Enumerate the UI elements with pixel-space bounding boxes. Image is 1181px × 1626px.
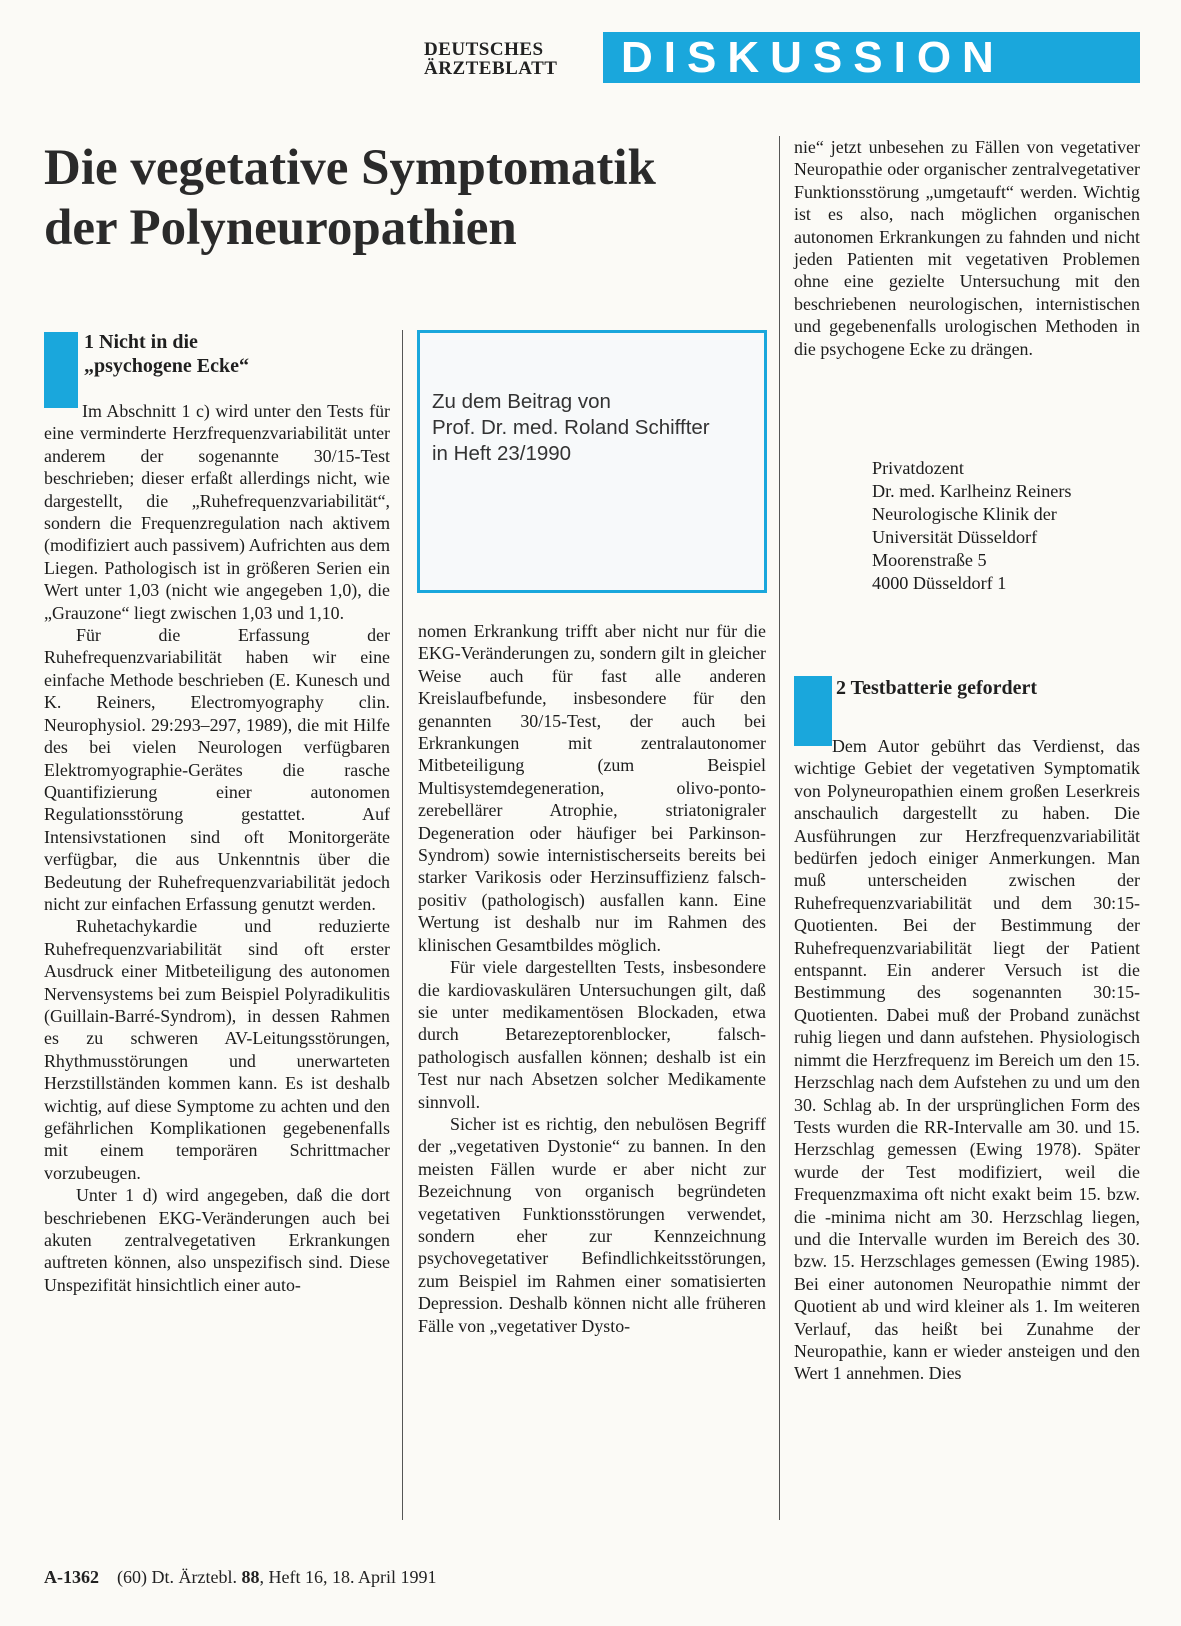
page-number: A-1362 [44,1567,99,1587]
paragraph: Unter 1 d) wird angegeben, daß die dort beschriebenen EKG-Veränderungen auch bei akuten zentralvegetativen Erkrankungen auftreten können, also unspezifisch sind. Diese Unspezifität hinsichtlich einer auto- [44,1185,390,1295]
paragraph: Dem Autor gebührt das Verdienst, das wichtige Gebiet der vegetativen Symptomatik von Polyneuropathien einem großen Leserkreis anschaulich dargestellt zu haben. Die Ausführungen zur Herzfrequenzvariabilität bedürfen jedoch einiger Anmerkungen. Man muß unterscheiden zwischen der Ruhefrequenzvariabilität und dem 30:15-Quotienten. Bei der Bestimmung der Ruhefrequenzvariabilität liegt der Patient entspannt. Ein anderer Versuch ist die Bestimmung des sogenannten 30:15-Quotienten. Dabei muß der Proband zunächst ruhig liegen und dann aufstehen. Physiologisch nimmt die Herzfrequenz im Bereich um den 15. Herzschlag nach dem Aufstehen zu und um den 30. Schlag ab. In der ursprünglichen Form des Tests wurden die RR-Intervalle am 30. und 15. Herzschlag gemessen (Ewing 1978). Später wurde der Test modifiziert, weil die Frequenzmaxima oft nicht exakt beim 15. bzw. die -minima nicht am 30. Herzschlag liegen, und die Intervalle wurden im Bereich des 30. bzw. 15. Herzschlages gemessen (Ewing 1985). Bei einer autonomen Neuropathie nimmt der Quotient ab und wird kleiner als 1. Im weiteren Verlauf, das heißt bei Zunahme der Neuropathie, kann er wieder ansteigen und den Wert 1 annehmen. Dies [794,736,1140,1384]
callout-line-3: in Heft 23/1990 [432,442,572,465]
callout-line-1: Zu dem Beitrag von [432,390,611,413]
paragraph: Für die Erfassung der Ruhefrequenzvariabilität haben wir eine einfache Methode beschrieben (E. Kunesch und K. Reiners, Electromyography clin. Neurophysiol. 29:293–297, 1989), die mit Hilfe des bei vielen Neurologen verfügbaren Elektromyographie-Gerätes die rasche Quantifizierung einer autonomen Regulationsstörung gestattet. Auf Intensivstationen sind oft Monitorgeräte verfügbar, die aus Unkenntnis über die Bedeutung der Ruhefrequenzvariabilität jedoch nicht zur einfachen Erfassung genutzt werden. [44,625,390,914]
paragraph: nomen Erkrankung trifft aber nicht nur für die EKG-Veränderungen zu, sondern gilt in gleicher Weise auch für fast alle anderen Kreislaufbefunde, insbesondere für den genannten 30/15-Test, der auch bei Erkrankungen mit zentralautonomer Mitbeteiligung (zum Beispiel Multisystemdegeneration, olivo-ponto-zerebellärer Atrophie, striatonigraler Degeneration oder häufiger bei Parkinson-Syndrom) sowie internistischerseits bereits bei starker Varikosis oder Herzinsuffizienz falsch-positiv (pathologisch) ausfallen kann. Eine Wertung ist deshalb nur im Rahmen des klinischen Gesamtbildes möglich. [418,621,766,955]
article-title [44,138,779,258]
section-banner: DISKUSSION [603,32,1140,83]
callout-text [432,389,762,467]
citation-prefix: (60) Dt. Ärztebl. [117,1567,237,1587]
journal-logo [424,40,584,78]
column-divider-left [402,330,403,1520]
letter-1-heading [84,330,384,378]
column-2 [418,620,766,1337]
signature-line: Dr. med. Karlheinz Reiners [872,481,1072,501]
signature-line: 4000 Düsseldorf 1 [872,573,1007,593]
letter-1-heading-line-1: 1 Nicht in die [84,331,198,353]
logo-line-2: ÄRZTEBLATT [424,58,558,79]
citation-suffix: , Heft 16, 18. April 1991 [259,1567,437,1587]
column-1 [44,400,390,1296]
reference-callout-box [417,330,767,593]
logo-line-1: DEUTSCHES [424,39,544,60]
paragraph: Für viele dargestellten Tests, insbesondere die kardiovaskulären Untersuchungen gilt, daß sie unter medikamentösen Blockaden, etwa durch Betarezeptorenblocker, falsch-pathologisch ausfallen können; deshalb ist ein Test nur nach Absetzen solcher Medikamente sinnvoll. [418,957,766,1112]
letter-2-heading: 2 Testbatterie gefordert [836,677,1038,699]
paragraph: Sicher ist es richtig, den nebulösen Begriff der „vegetativen Dystonie“ zu bannen. In den meisten Fällen wurde er aber nicht zur Bezeichnung von organisch begründeten vegetativen Funktionsstörungen verwendet, sondern eher zur Kennzeichnung psychovegetativer Befindlichkeitsstörungen, zum Beispiel im Rahmen einer somatisierten Depression. Deshalb können nicht alle früheren Fälle von „vegetativer Dysto- [418,1113,766,1336]
signature-line: Privatdozent [872,458,964,478]
author-signature [872,457,1140,595]
signature-line: Neurologische Klinik der [872,504,1057,524]
title-line-1: Die vegetative Symptomatik [44,140,656,196]
paragraph: Ruhetachykardie und reduzierte Ruhefrequenzvariabilität sind oft erster Ausdruck einer Mitbeteiligung des autonomen Nervensystems bei zum Beispiel Polyradikulitis (Guillain-Barré-Syndrom), in dessen Rahmen es zu schweren AV-Leitungsstörungen, Rhythmusstörungen und unerwarteten Herzstillständen kommen kann. Es ist deshalb wichtig, auf diese Symptome zu achten und den gefährlichen Komplikationen gegebenenfalls mit einem temporären Schrittmacher vorzubeugen. [44,916,390,1183]
column-3-top [794,136,1140,360]
paragraph: Im Abschnitt 1 c) wird unter den Tests für eine verminderte Herzfrequenzvariabilität unter anderem der sogenannte 30/15-Test beschrieben; dieser erfaßt allerdings nicht, wie dargestellt, die „Ruhefrequenzvariabilität“, sondern die Frequenzregulation nach aktivem (modifiziert auch passivem) Aufrichten aus dem Liegen. Pathologisch ist in größeren Serien ein Wert unter 1,03 (nicht wie angegeben 1,0), die „Grauzone“ liegt zwischen 1,03 und 1,10. [44,401,390,623]
paragraph: nie“ jetzt unbesehen zu Fällen von vegetativer Neuropathie oder organischer zentralvegetativer Funktionsstörung „umgetauft“ werden. Wichtig ist es also, nach möglichen organischen autonomen Erkrankungen zu fahnden und nicht jeden Patienten mit vegetativen Problemen ohne eine gezielte Untersuchung mit den beschriebenen neurologischen, internistischen und gegebenenfalls urologischen Methoden in die psychogene Ecke zu drängen. [794,137,1140,359]
signature-line: Universität Düsseldorf [872,527,1038,547]
volume-number: 88 [241,1567,260,1587]
page-footer [44,1566,744,1588]
signature-line: Moorenstraße 5 [872,550,987,570]
heading-marker-1 [44,332,78,408]
column-3-bottom [794,735,1140,1385]
letter-1-heading-line-2: „psychogene Ecke“ [84,355,249,377]
callout-line-2: Prof. Dr. med. Roland Schiffter [432,416,710,439]
column-divider-right [779,136,780,1520]
title-line-2: der Polyneuropathien [44,200,517,256]
